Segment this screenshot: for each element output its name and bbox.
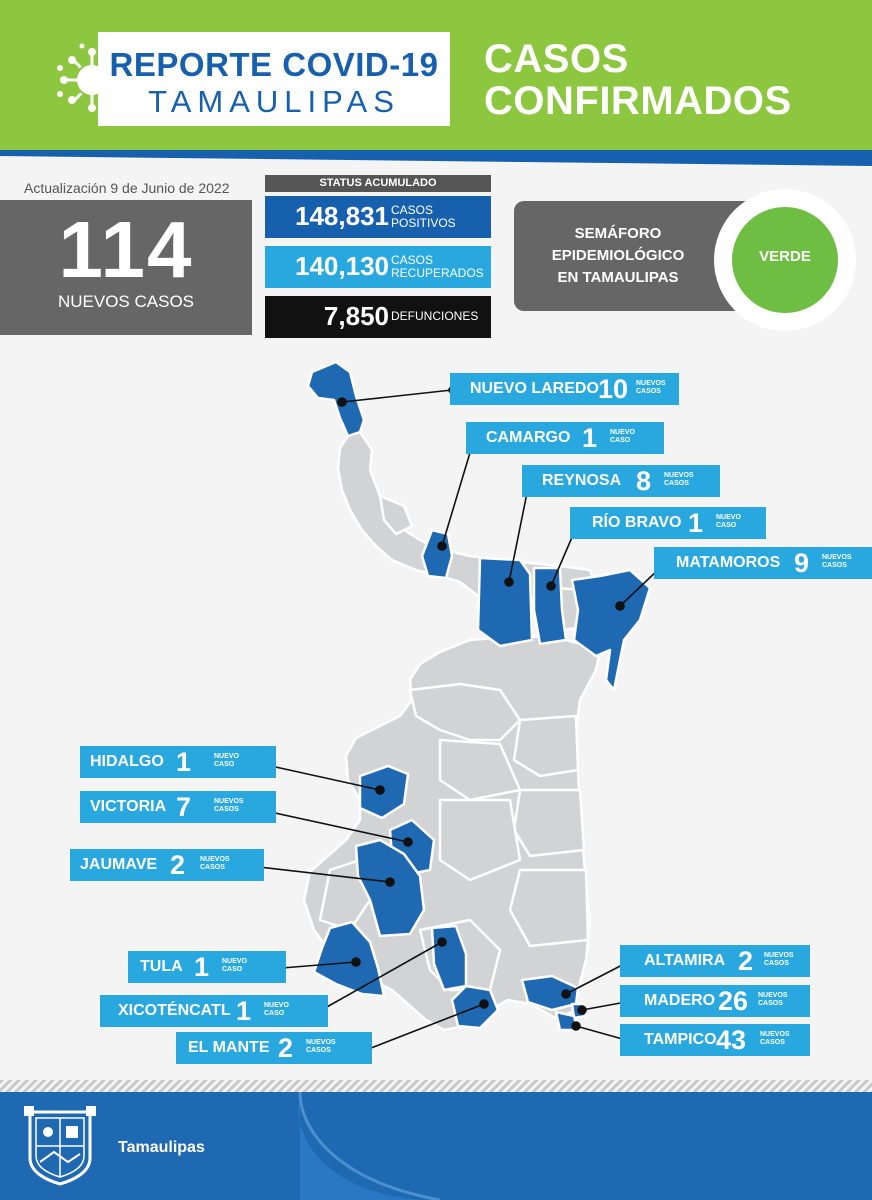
new-cases-label: NUEVOS CASOS [57,292,195,311]
positive-label-2: POSITIVOS [391,216,456,230]
unit-line1: NUEVOS [764,952,794,959]
unit-line2: CASO [716,522,737,529]
semaforo-line2: EPIDEMIOLÓGICO [551,247,685,264]
unit-line1: NUEVO [716,514,741,521]
unit-line1: NUEVOS [664,472,694,479]
leader-tampico [576,1026,626,1040]
unit-line2: CASOS [636,388,661,395]
coat-of-arms-icon [24,1106,96,1186]
map-camargo [422,530,452,578]
municipality-count: 7 [176,792,192,822]
page-subtitle: TAMAULIPAS [148,84,400,119]
deaths-label: DEFUNCIONES [391,309,479,323]
municipality-name: TULA [140,958,183,975]
label-matamoros [654,547,872,579]
unit-line1: NUEVO [264,1002,289,1009]
recovered-label-1: CASOS [391,253,434,267]
footer-pattern [0,1080,872,1092]
unit-line1: NUEVOS [760,1031,790,1038]
unit-line2: CASOS [764,960,789,967]
municipality-count: 43 [716,1025,747,1055]
recovered-label-2: RECUPERADOS [391,266,484,280]
municipality-unit [200,856,240,872]
municipality-count: 26 [718,986,749,1016]
municipality-count: 1 [688,508,704,538]
municipality-name: NUEVO LAREDO [470,380,599,397]
label-tula [128,951,286,983]
unit-line1: NUEVO [222,958,247,965]
municipality-unit [760,1031,800,1047]
unit-line2: CASOS [200,864,225,871]
municipality-unit [610,429,650,445]
municipality-unit [222,958,262,974]
unit-line1: NUEVOS [822,554,852,561]
unit-line1: NUEVOS [758,992,788,999]
municipality-unit [758,992,798,1008]
municipality-count: 9 [794,548,810,578]
unit-line2: CASO [610,437,631,444]
municipality-name: TAMPICO [644,1031,717,1048]
label-el-mante [176,1032,372,1064]
unit-line2: CASOS [758,1000,783,1007]
municipality-name: EL MANTE [188,1039,270,1056]
footer-brand: Tamaulipas [118,1139,205,1156]
map-rio-bravo [534,568,566,644]
label-hidalgo [80,746,276,778]
unit-line1: NUEVOS [200,856,230,863]
municipality-count: 10 [598,374,629,404]
unit-line2: CASOS [822,562,847,569]
unit-line1: NUEVOS [306,1039,336,1046]
municipality-name: MADERO [644,992,716,1009]
municipality-unit [306,1039,346,1055]
municipality-count: 2 [170,850,186,880]
map-reynosa [478,558,532,646]
municipality-name: JAUMAVE [80,856,158,873]
municipality-unit [214,798,254,814]
label-nuevo-laredo [450,373,679,405]
municipality-count: 1 [236,996,252,1026]
municipality-name: ALTAMIRA [644,952,726,969]
municipality-name: VICTORIA [90,798,167,815]
update-date: Actualización 9 de Junio de 2022 [24,180,230,196]
municipality-unit [764,952,804,968]
positive-value: 148,831 [295,201,389,231]
municipality-unit [214,753,254,769]
municipality-unit [636,380,676,396]
unit-line1: NUEVO [214,753,239,760]
unit-line1: NUEVO [610,429,635,436]
unit-line1: NUEVOS [214,798,244,805]
semaforo-line3: EN TAMAULIPAS [557,269,679,286]
unit-line2: CASO [222,966,243,973]
section-title-line1: CASOS [484,37,629,81]
map-region-mid-4 [514,790,584,856]
page-title: REPORTE COVID-19 [109,46,439,83]
municipality-unit [264,1002,304,1018]
label-altamira [620,945,810,977]
municipality-name: MATAMOROS [676,554,781,571]
label-tampico [620,1024,810,1056]
municipality-name: HIDALGO [90,753,164,770]
semaforo-line1: SEMÁFORO [574,225,662,242]
municipality-count: 1 [176,747,192,777]
municipality-count: 8 [636,466,652,496]
municipality-name: RÍO BRAVO [592,514,682,531]
semaforo-value: VERDE [759,248,811,265]
label-victoria [80,791,276,823]
municipality-name: REYNOSA [542,472,622,489]
new-cases-value: 114 [58,205,194,294]
municipality-unit [716,514,756,530]
municipality-count: 1 [582,423,598,453]
recovered-value: 140,130 [295,251,389,281]
label-xicotencatl [100,995,328,1027]
unit-line2: CASOS [664,480,689,487]
label-camargo [466,422,664,454]
municipality-name: XICOTÉNCATL [118,1002,231,1019]
municipality-name: CAMARGO [486,429,571,446]
municipality-count: 2 [278,1033,294,1063]
map-nuevo-laredo [308,362,364,436]
municipality-unit [822,554,862,570]
leader-nuevo-laredo [342,390,452,402]
municipality-count: 2 [738,946,754,976]
section-title-line2: CONFIRMADOS [484,79,792,123]
label-reynosa [522,465,720,497]
municipality-unit [664,472,704,488]
municipality-count: 1 [194,952,210,982]
status-heading: STATUS ACUMULADO [265,175,491,192]
deaths-value: 7,850 [323,301,389,331]
unit-line2: CASOS [214,806,239,813]
label-madero [620,985,810,1017]
unit-line2: CASOS [760,1039,785,1046]
positive-label-1: CASOS [391,203,434,217]
unit-line2: CASOS [306,1047,331,1054]
unit-line2: CASO [264,1010,285,1017]
unit-line1: NUEVOS [636,380,666,387]
label-jaumave [70,849,264,881]
unit-line2: CASO [214,761,235,768]
map-region-mid-2 [514,716,578,776]
label-rio-bravo [570,507,766,539]
leader-camargo [442,446,472,546]
